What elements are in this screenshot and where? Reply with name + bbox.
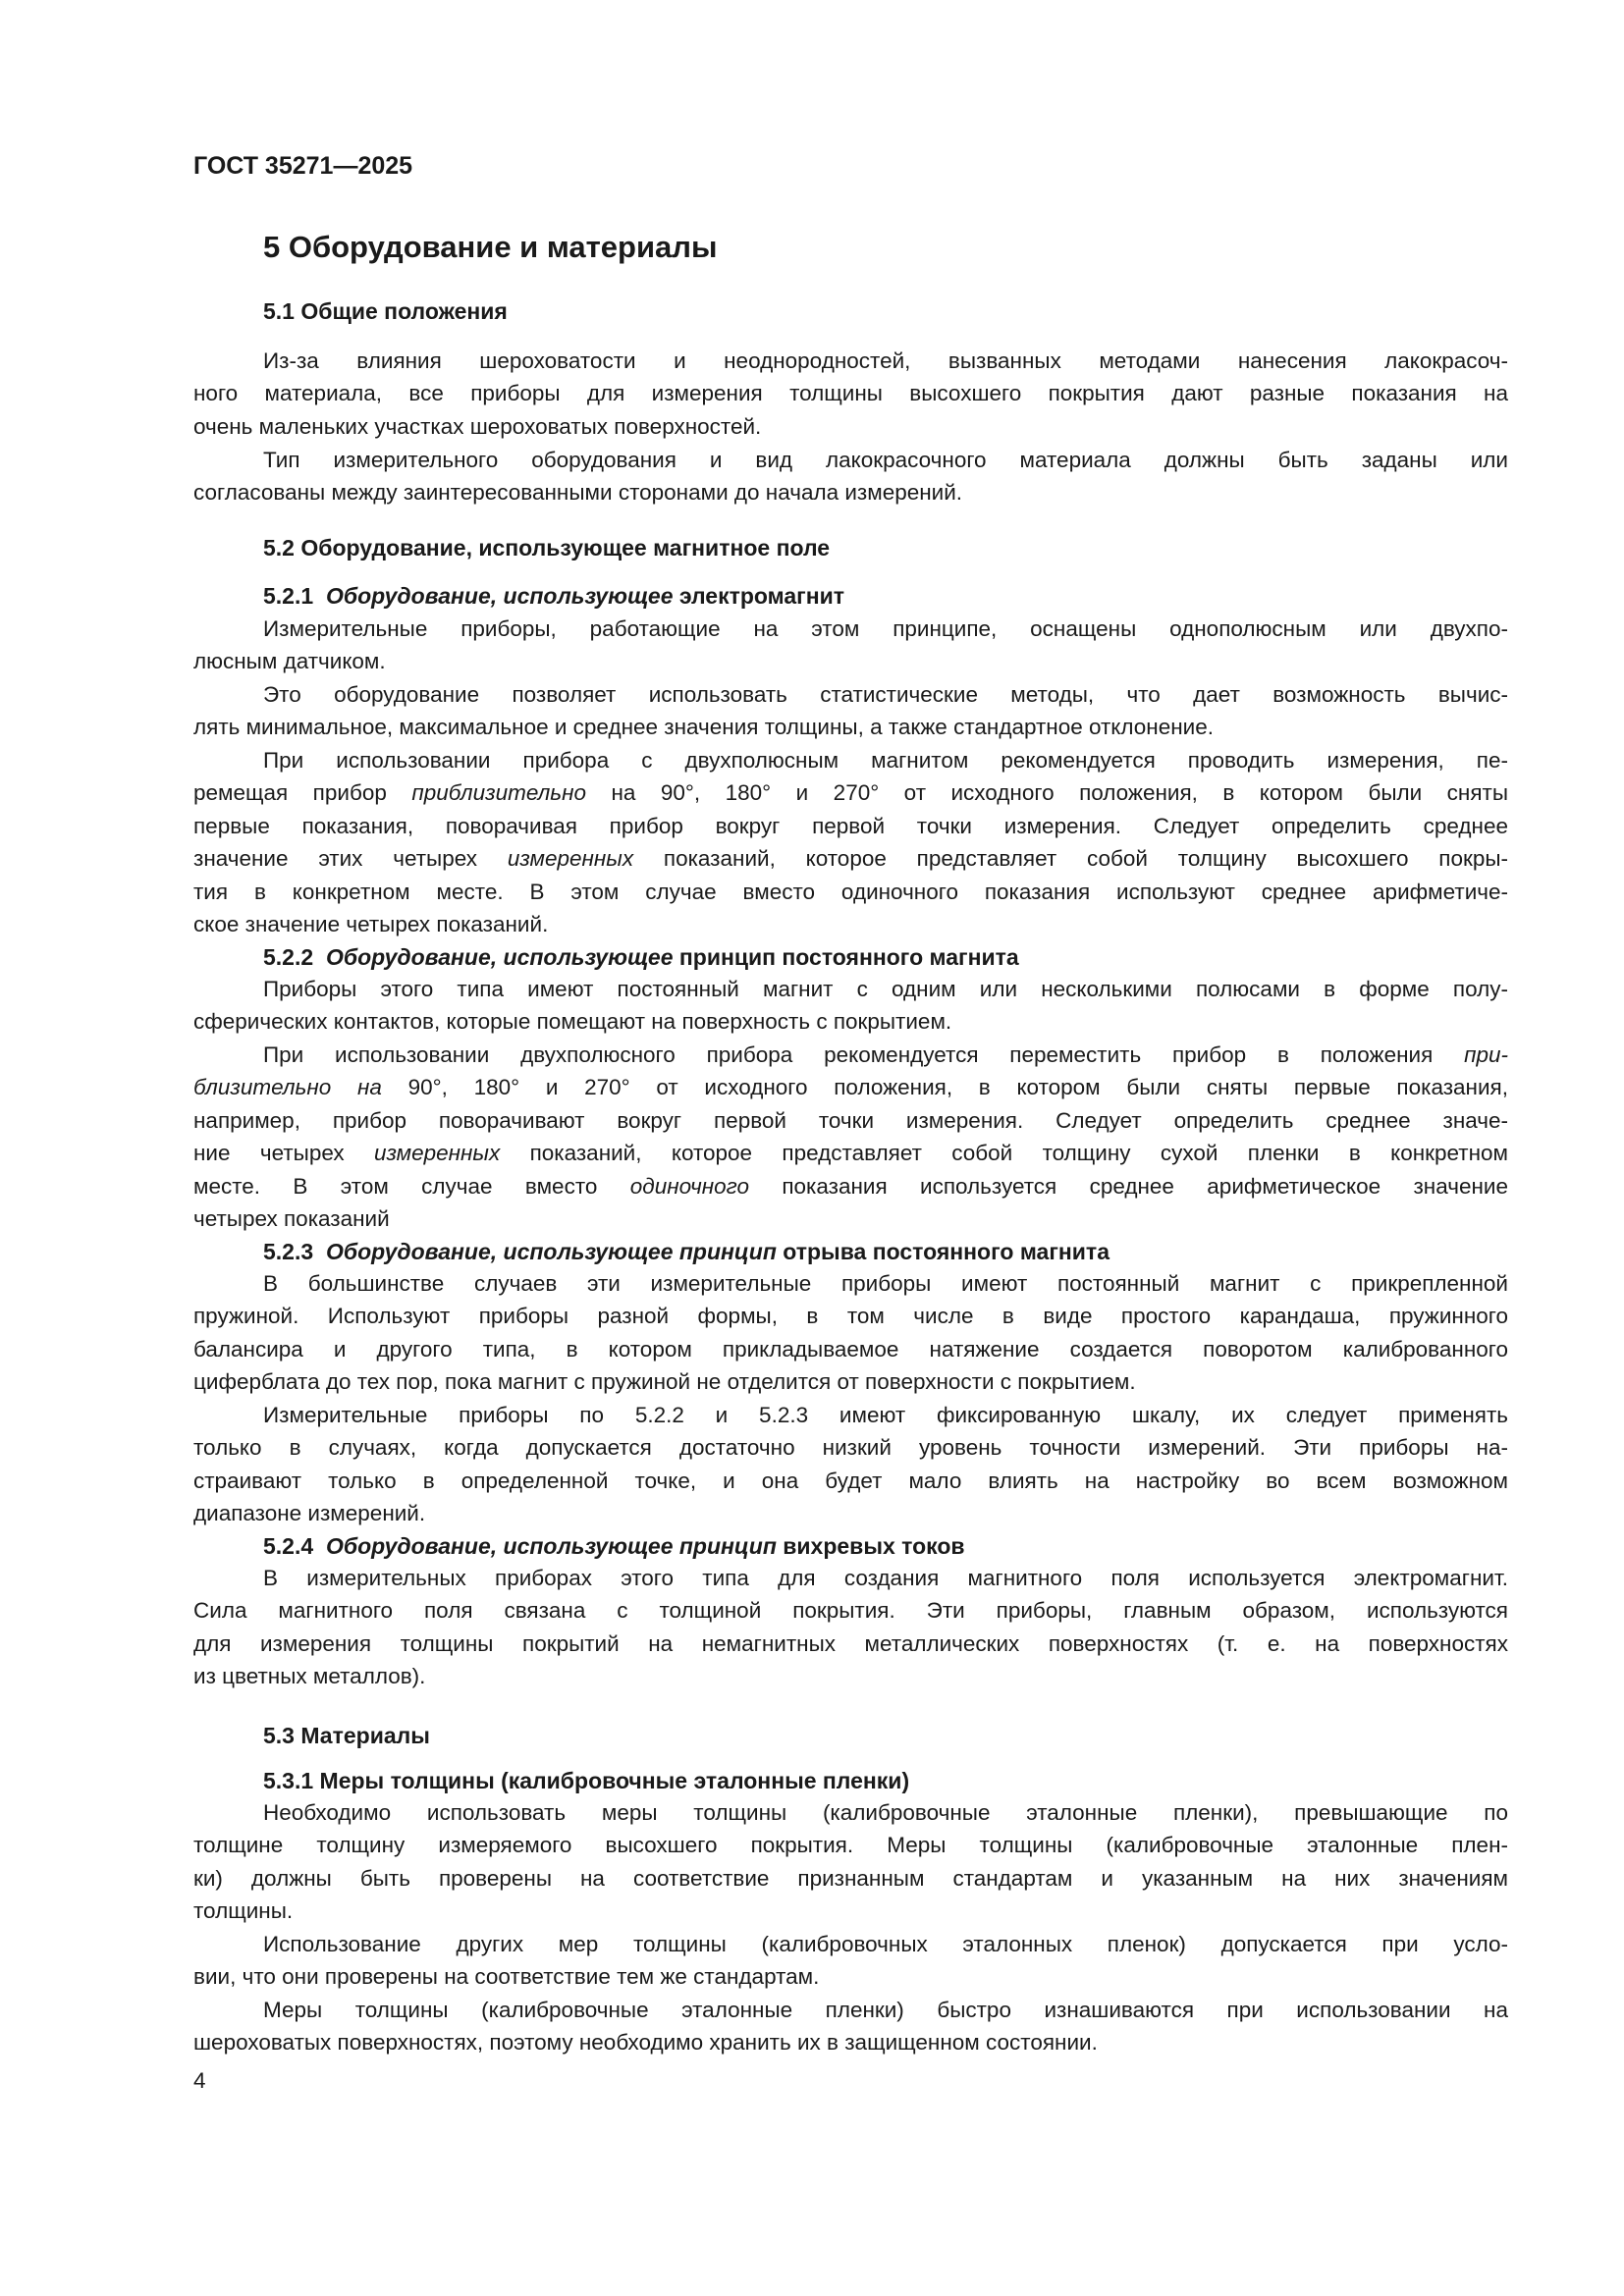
clause-heading-5-2-2 bbox=[263, 940, 1019, 974]
text-line: очень маленьких участках шероховатых поверхностей. bbox=[193, 413, 762, 439]
text-line: При использовании двухполюсного прибора рекомендуется переместить прибор в положения при- bbox=[263, 1042, 1508, 1067]
clause-heading-italic: Оборудование, использующее принцип bbox=[325, 1533, 777, 1559]
text-line: Измерительные приборы, работающие на этом принципе, оснащены однополюсным или двухпо- bbox=[263, 616, 1508, 641]
text-line: месте. В этом случае вместо одиночного показания используется среднее арифметическое значение bbox=[193, 1173, 1508, 1199]
text-line: Приборы этого типа имеют постоянный магнит с одним или несколькими полюсами в форме полу- bbox=[263, 977, 1508, 1001]
clause-heading-italic: Оборудование, использующее принцип bbox=[325, 1239, 777, 1264]
clause-heading-rest: принцип постоянного магнита bbox=[673, 944, 1019, 970]
text-line: ние четырех измеренных показаний, которое представляет собой толщину сухой пленки в конкретном bbox=[193, 1141, 1508, 1166]
text-line: например, прибор поворачивают вокруг первой точки измерения. Следует определить среднее значе- bbox=[193, 1107, 1508, 1133]
clause-number: 5.2.4 bbox=[263, 1533, 314, 1559]
text-line: Тип измерительного оборудования и вид лакокрасочного материала должны быть заданы или bbox=[263, 448, 1508, 472]
text-line: четырех показаний bbox=[193, 1205, 390, 1231]
text-line: шероховатых поверхностях, поэтому необходимо хранить их в защищенном состоянии. bbox=[193, 2030, 1098, 2056]
clause-heading-5-2-4 bbox=[263, 1529, 965, 1563]
clause-heading-rest: электромагнит bbox=[673, 583, 845, 609]
text-line: балансира и другого типа, в котором прикладываемое натяжение создается поворотом калиброванного bbox=[193, 1336, 1508, 1362]
paragraph-5-2-2-2 bbox=[193, 1039, 1508, 1235]
paragraph-5-2-1-3 bbox=[193, 744, 1508, 940]
text-line: диапазоне измерений. bbox=[193, 1501, 426, 1526]
text-line: Измерительные приборы по 5.2.2 и 5.2.3 имеют фиксированную шкалу, их следует применять bbox=[263, 1403, 1508, 1427]
paragraph-5-2-1-1 bbox=[193, 613, 1508, 678]
text-line: вии, что они проверены на соответствие тем же стандартам. bbox=[193, 1964, 820, 1990]
text-line: толщине толщину измеряемого высохшего покрытия. Меры толщины (калибровочные эталонные плен- bbox=[193, 1833, 1508, 1858]
paragraph-5-3-1-3 bbox=[193, 1994, 1508, 2059]
text-line: ское значение четырех показаний. bbox=[193, 911, 549, 936]
clause-number: 5.2.1 bbox=[263, 583, 314, 609]
text-line: Необходимо использовать меры толщины (калибровочные эталонные пленки), превышающие по bbox=[263, 1800, 1508, 1825]
text-line: сферических контактов, которые помещают на поверхность с покрытием. bbox=[193, 1009, 952, 1035]
text-line: ного материала, все приборы для измерения толщины высохшего покрытия дают разные показания на bbox=[193, 381, 1508, 406]
text-line: В большинстве случаев эти измерительные приборы имеют постоянный магнит с прикрепленной bbox=[263, 1271, 1508, 1296]
text-line: В измерительных приборах этого типа для создания магнитного поля используется электромагнит. bbox=[263, 1566, 1508, 1590]
subsection-heading-5-2: 5.2 Оборудование, использующее магнитное поле bbox=[263, 535, 831, 561]
clause-heading-rest: отрыва постоянного магнита bbox=[776, 1239, 1110, 1264]
document-id-header: ГОСТ 35271—2025 bbox=[193, 152, 413, 180]
text-line: Меры толщины (калибровочные эталонные пленки) быстро изнашиваются при использовании на bbox=[263, 1998, 1508, 2022]
clause-heading-5-3-1: 5.3.1 Меры толщины (калибровочные эталонные пленки) bbox=[263, 1768, 910, 1793]
text-line: близительно на 90°, 180° и 270° от исходного положения, в котором были сняты первые показания, bbox=[193, 1075, 1508, 1100]
text-line: из цветных металлов). bbox=[193, 1664, 426, 1689]
text-line: Это оборудование позволяет использовать статистические методы, что дает возможность вычис- bbox=[263, 682, 1508, 707]
clause-heading-5-2-3 bbox=[263, 1235, 1110, 1268]
text-line: циферблата до тех пор, пока магнит с пружиной не отделится от поверхности с покрытием. bbox=[193, 1369, 1136, 1395]
clause-number: 5.2.2 bbox=[263, 944, 314, 970]
section-title: 5 Оборудование и материалы bbox=[263, 230, 718, 264]
paragraph-5-3-1-1 bbox=[193, 1796, 1508, 1928]
text-line: тия в конкретном месте. В этом случае вместо одиночного показания используют среднее арифметиче- bbox=[193, 879, 1508, 904]
clause-heading-italic: Оборудование, использующее bbox=[325, 944, 674, 970]
paragraph-5-2-3-1 bbox=[193, 1267, 1508, 1399]
text-line: Из-за влияния шероховатости и неоднородностей, вызванных методами нанесения лакокрасоч- bbox=[263, 348, 1508, 373]
paragraph-5-1-1 bbox=[193, 345, 1508, 443]
clause-heading-rest: вихревых токов bbox=[776, 1533, 965, 1559]
text-line: При использовании прибора с двухполюсным магнитом рекомендуется проводить измерения, пе- bbox=[263, 748, 1508, 773]
text-line: ремещая прибор приблизительно на 90°, 180° и 270° от исходного положения, в котором были сняты bbox=[193, 780, 1509, 806]
text-line: пружиной. Используют приборы разной формы, в том числе в виде простого карандаша, пружинного bbox=[193, 1304, 1508, 1329]
text-line: толщины. bbox=[193, 1898, 294, 1924]
text-line: люсным датчиком. bbox=[193, 649, 386, 674]
clause-heading-italic: Оборудование, использующее bbox=[325, 583, 674, 609]
page-number: 4 bbox=[193, 2068, 206, 2093]
paragraph-5-2-1-2 bbox=[193, 678, 1508, 744]
text-line: только в случаях, когда допускается достаточно низкий уровень точности измерений. Эти приборы на- bbox=[193, 1435, 1508, 1461]
paragraph-5-2-2-1 bbox=[193, 973, 1508, 1039]
paragraph-5-1-2 bbox=[193, 444, 1508, 509]
paragraph-5-2-4-1 bbox=[193, 1562, 1508, 1693]
text-line: первые показания, поворачивая прибор вокруг первой точки измерения. Следует определить среднее bbox=[193, 813, 1508, 838]
text-line: Сила магнитного поля связана с толщиной покрытия. Эти приборы, главным образом, используются bbox=[193, 1598, 1508, 1624]
text-line: значение этих четырех измеренных показаний, которое представляет собой толщину высохшего покры- bbox=[193, 846, 1508, 872]
paragraph-5-2-3-2 bbox=[193, 1399, 1508, 1530]
clause-number: 5.2.3 bbox=[263, 1239, 314, 1264]
subsection-heading-5-3: 5.3 Материалы bbox=[263, 1723, 430, 1748]
clause-heading-5-2-1 bbox=[263, 579, 844, 613]
paragraph-5-3-1-2 bbox=[193, 1928, 1508, 1994]
subsection-heading-5-1: 5.1 Общие положения bbox=[263, 298, 508, 324]
text-line: страивают только в определенной точке, и она будет мало влиять на настройку во всем возможном bbox=[193, 1468, 1508, 1493]
text-line: для измерения толщины покрытий на немагнитных металлических поверхностях (т. е. на поверхностях bbox=[193, 1630, 1508, 1656]
text-line: Использование других мер толщины (калибровочных эталонных пленок) допускается при усло- bbox=[263, 1932, 1508, 1956]
text-line: лять минимальное, максимальное и среднее значения толщины, а также стандартное отклонение. bbox=[193, 715, 1214, 740]
text-line: ки) должны быть проверены на соответствие признанным стандартам и указанным на них значениям bbox=[193, 1865, 1508, 1891]
text-line: согласованы между заинтересованными сторонами до начала измерений. bbox=[193, 480, 963, 506]
